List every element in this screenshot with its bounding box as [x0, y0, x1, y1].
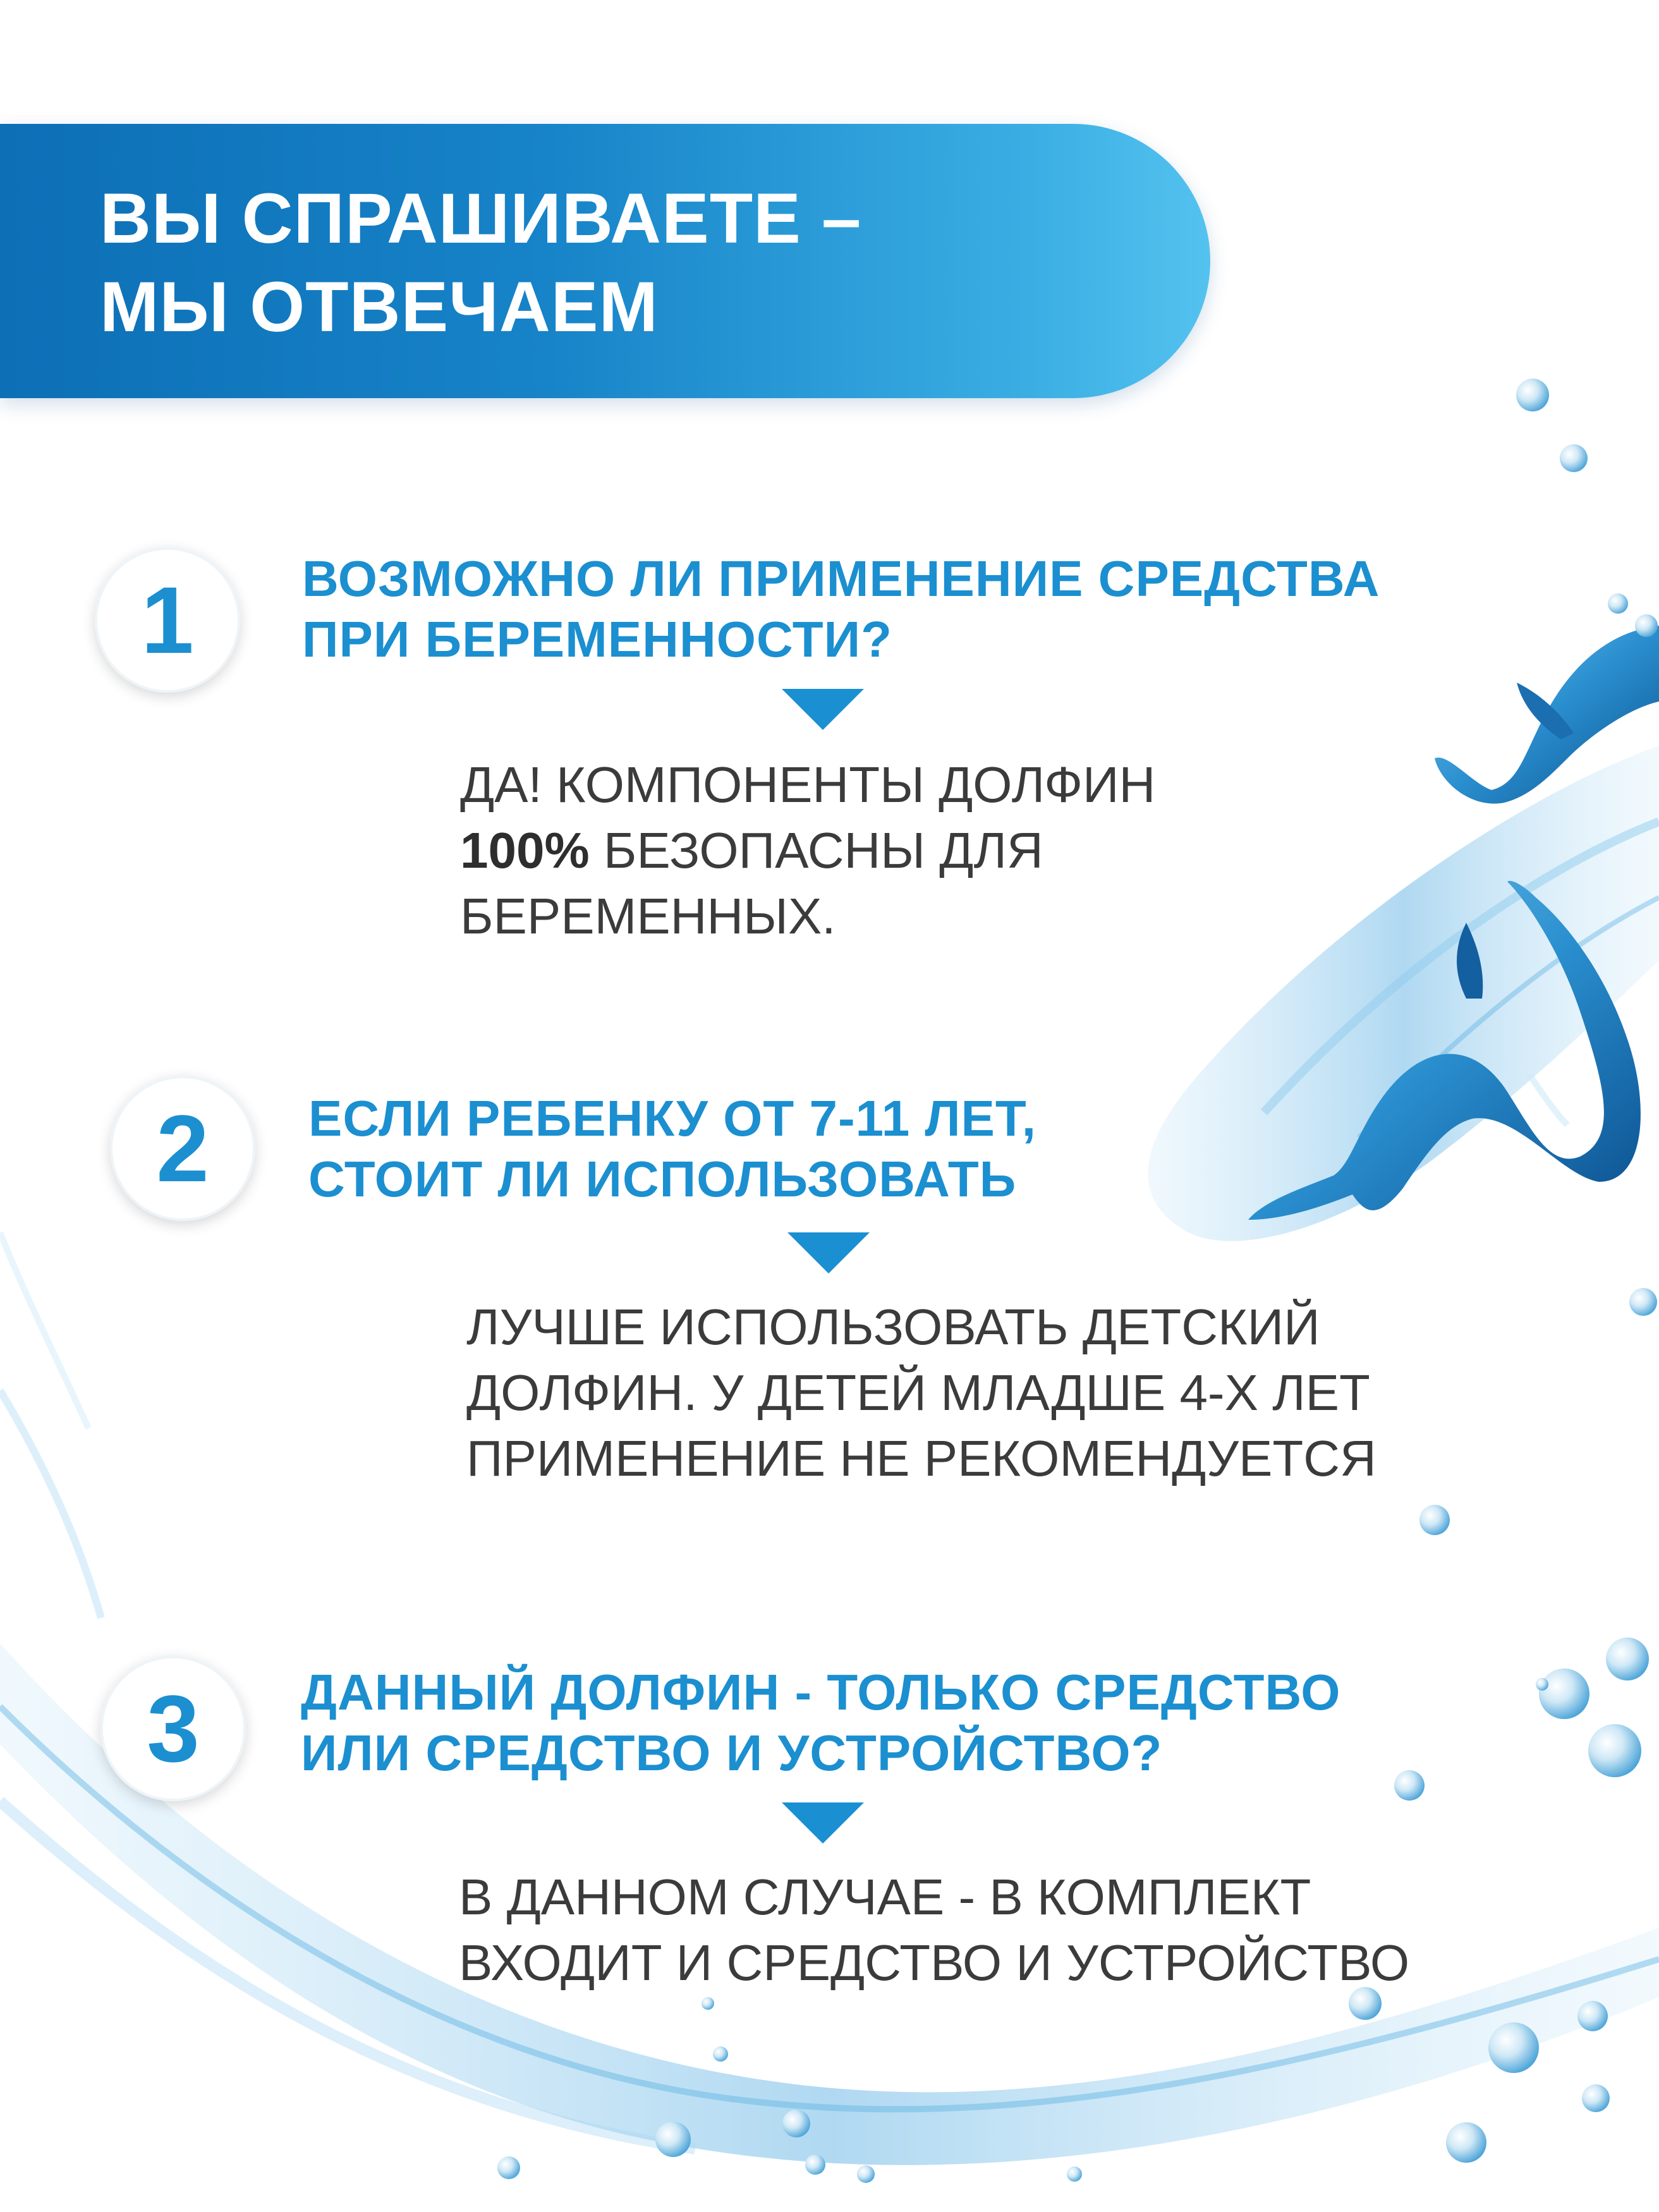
faq-question-line: ИЛИ СРЕДСТВО И УСТРОЙСТВО? — [301, 1725, 1163, 1781]
faq-number: 3 — [147, 1675, 200, 1782]
faq-answer — [459, 1864, 1409, 1996]
page-title-line2: МЫ ОТВЕЧАЕМ — [100, 267, 659, 346]
faq-answer — [460, 752, 1155, 949]
header-banner — [0, 124, 1210, 398]
faq-answer-line: ПРИМЕНЕНИЕ НЕ РЕКОМЕНДУЕТСЯ — [466, 1430, 1376, 1486]
faq-number-badge — [110, 1076, 255, 1221]
faq-number-badge — [100, 1656, 246, 1801]
page-title-line1: ВЫ СПРАШИВАЕТЕ – — [100, 179, 862, 258]
faq-question-line: СТОИТ ЛИ ИСПОЛЬЗОВАТЬ — [308, 1151, 1017, 1207]
faq-answer-line: БЕЗОПАСНЫ ДЛЯ — [589, 822, 1043, 878]
faq-number: 2 — [156, 1095, 209, 1201]
faq-answer — [466, 1294, 1376, 1492]
faq-question — [308, 1088, 1036, 1210]
faq-answer-line: ДОЛФИН. У ДЕТЕЙ МЛАДШЕ 4-Х ЛЕТ — [466, 1364, 1370, 1421]
arrow-down-icon — [782, 689, 864, 730]
page-title — [100, 174, 861, 351]
faq-answer-line: ЛУЧШЕ ИСПОЛЬЗОВАТЬ ДЕТСКИЙ — [466, 1299, 1320, 1355]
faq-question — [301, 1662, 1341, 1784]
faq-answer-line: В ДАННОМ СЛУЧАЕ - В КОМПЛЕКТ — [459, 1869, 1311, 1925]
arrow-down-icon — [782, 1802, 864, 1844]
faq-answer-line: ДА! КОМПОНЕНТЫ ДОЛФИН — [460, 757, 1156, 813]
faq-question-line: ПРИ БЕРЕМЕННОСТИ? — [302, 611, 892, 667]
faq-question-line: ДАННЫЙ ДОЛФИН - ТОЛЬКО СРЕДСТВО — [301, 1664, 1341, 1720]
faq-question-line: ЕСЛИ РЕБЕНКУ ОТ 7-11 ЛЕТ, — [308, 1090, 1036, 1146]
faq-answer-line: БЕРЕМЕННЫХ. — [460, 888, 836, 944]
arrow-down-icon — [787, 1232, 870, 1273]
faq-number-badge — [95, 547, 240, 693]
faq-answer-highlight: 100% — [460, 822, 590, 878]
faq-answer-line: ВХОДИТ И СРЕДСТВО И УСТРОЙСТВО — [459, 1935, 1410, 1991]
faq-question — [302, 549, 1380, 670]
faq-question-line: ВОЗМОЖНО ЛИ ПРИМЕНЕНИЕ СРЕДСТВА — [302, 550, 1380, 607]
faq-number: 1 — [141, 567, 194, 673]
